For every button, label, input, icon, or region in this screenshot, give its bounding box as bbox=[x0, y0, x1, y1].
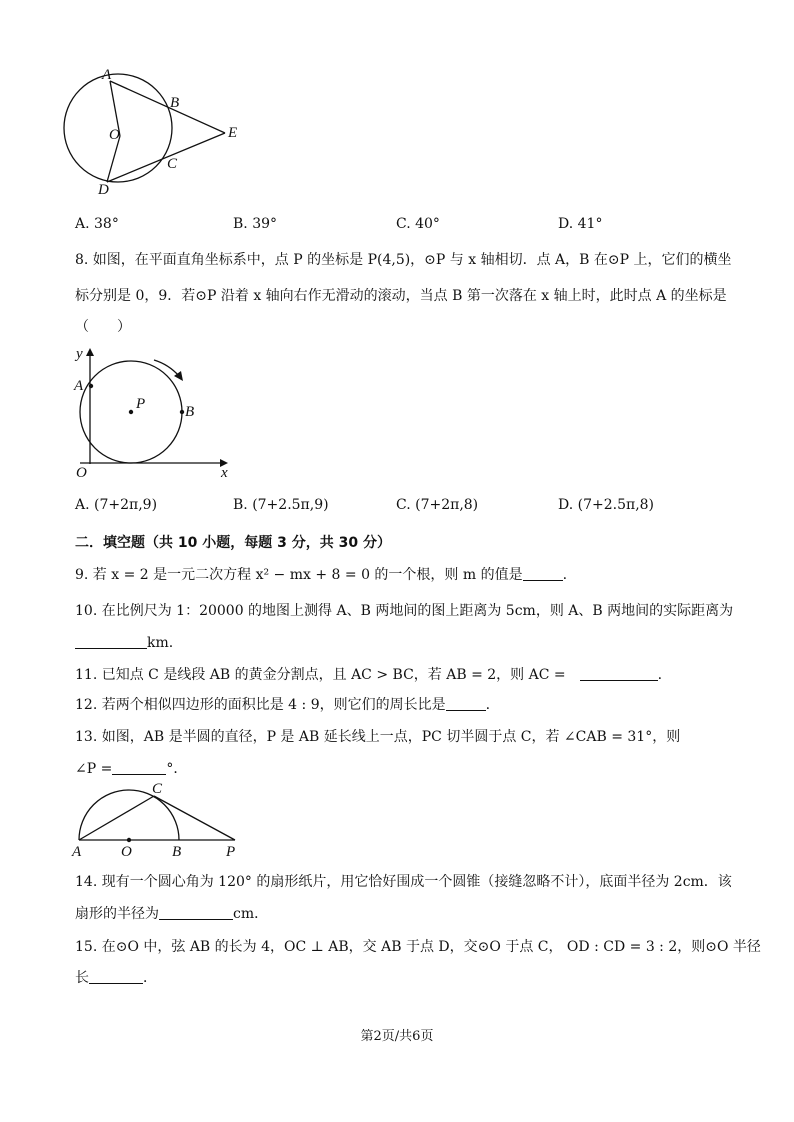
segment-ae bbox=[110, 81, 225, 133]
q13-line-1: 13. 如图，AB 是半圆的直径，P 是 AB 延长线上一点，PC 切半圆于点 C，若 ∠CAB = 31°，则 bbox=[75, 729, 681, 745]
point-a bbox=[89, 384, 93, 388]
q12-text: 12. 若两个相似四边形的面积比是 4 : 9，则它们的周长比是 bbox=[75, 697, 446, 713]
q9-line bbox=[75, 565, 567, 585]
q13-answer-blank bbox=[112, 760, 166, 775]
q13-tail: °． bbox=[166, 761, 188, 777]
q12-answer-blank bbox=[446, 696, 486, 711]
q7-option-d: D. 41° bbox=[558, 216, 603, 232]
label-c: C bbox=[167, 156, 178, 172]
figure-semicircle-tangent bbox=[65, 780, 255, 862]
q11-tail: . bbox=[657, 667, 663, 683]
q15-prefix: 长 bbox=[75, 970, 89, 986]
point-o bbox=[127, 838, 131, 842]
label-a: A bbox=[102, 67, 112, 83]
page-number-footer: 第2页/共6页 bbox=[360, 1029, 434, 1044]
q9-tail: . bbox=[562, 567, 568, 583]
q15-tail: ． bbox=[143, 970, 157, 986]
q14-prefix: 扇形的半径为 bbox=[75, 906, 159, 922]
label-o: O bbox=[121, 844, 132, 860]
q14-line-2 bbox=[75, 904, 268, 924]
label-b: B bbox=[185, 404, 195, 420]
q9-text: 9. 若 x = 2 是一元二次方程 x² − mx + 8 = 0 的一个根，则 m 的值是 bbox=[75, 567, 523, 583]
q8-option-d: D. (7+2.5π,8) bbox=[558, 497, 655, 513]
q7-option-c: C. 40° bbox=[396, 216, 440, 232]
q11-text: 11. 已知点 C 是线段 AB 的黄金分割点，且 AC > BC，若 AB = 2，则 AC = bbox=[75, 667, 566, 683]
q7-option-a: A. 38° bbox=[75, 216, 119, 232]
q10-line-2 bbox=[75, 633, 173, 653]
q12-line bbox=[75, 695, 490, 715]
q8-line-1: 8. 如图，在平面直角坐标系中，点 P 的坐标是 P(4,5)，⊙P 与 x 轴相切．点 A，B 在⊙P 上，它们的横坐 bbox=[75, 252, 732, 268]
segment-cp bbox=[154, 796, 235, 840]
section-heading-fill-in: 二．填空题（共 10 小题，每题 3 分，共 30 分） bbox=[75, 535, 391, 551]
label-e: E bbox=[228, 125, 238, 141]
q10-line-1: 10. 在比例尺为 1：20000 的地图上测得 A、B 两地间的图上距离为 5cm，则 A、B 两地间的实际距离为 bbox=[75, 603, 734, 619]
q9-answer-blank bbox=[523, 566, 563, 581]
y-axis-arrow bbox=[86, 348, 94, 356]
label-y: y bbox=[76, 346, 83, 362]
q14-tail: cm． bbox=[233, 906, 269, 922]
q8-option-a: A. (7+2π,9) bbox=[75, 497, 158, 513]
q13-line-2 bbox=[75, 759, 187, 779]
label-o: O bbox=[109, 127, 120, 143]
segment-ac bbox=[79, 796, 154, 840]
label-o: O bbox=[76, 465, 87, 481]
label-a: A bbox=[72, 844, 82, 860]
figure-rolling-circle bbox=[60, 340, 250, 480]
segment-de bbox=[107, 133, 225, 182]
q14-line-1: 14. 现有一个圆心角为 120° 的扇形纸片，用它恰好围成一个圆锥（接缝忽略不计），底面半径为 2cm．该 bbox=[75, 874, 732, 890]
label-d: D bbox=[98, 182, 109, 198]
label-p: P bbox=[226, 844, 236, 860]
q8-option-c: C. (7+2π,8) bbox=[396, 497, 479, 513]
label-x: x bbox=[221, 465, 228, 481]
label-b: B bbox=[170, 95, 180, 111]
q12-tail: . bbox=[485, 697, 491, 713]
figure-circle-tangent-point-e bbox=[60, 65, 260, 200]
label-a: A bbox=[74, 378, 84, 394]
label-b: B bbox=[172, 844, 182, 860]
q7-option-b: B. 39° bbox=[233, 216, 278, 232]
label-c: C bbox=[152, 781, 163, 797]
q11-line bbox=[75, 665, 662, 685]
q15-answer-blank bbox=[89, 969, 143, 984]
label-p: P bbox=[136, 396, 146, 412]
q14-answer-blank bbox=[159, 905, 233, 920]
q15-line-2 bbox=[75, 968, 157, 988]
q11-answer-blank bbox=[580, 666, 658, 681]
point-b bbox=[180, 410, 184, 414]
q8-line-3: （ ） bbox=[75, 319, 131, 335]
point-p bbox=[129, 410, 133, 414]
q13-prefix: ∠P = bbox=[75, 761, 113, 777]
q10-tail: km. bbox=[147, 635, 174, 651]
semicircle-ab bbox=[79, 790, 179, 840]
q15-line-1: 15. 在⊙O 中，弦 AB 的长为 4，OC ⊥ AB，交 AB 于点 D，交⊙O 于点 C， OD : CD = 3 : 2，则⊙O 半径 bbox=[75, 939, 761, 955]
q8-line-2: 标分别是 0，9．若⊙P 沿着 x 轴向右作无滑动的滚动，当点 B 第一次落在 x 轴上时，此时点 A 的坐标是 bbox=[75, 288, 727, 304]
q10-answer-blank bbox=[75, 634, 147, 649]
q8-option-b: B. (7+2.5π,9) bbox=[233, 497, 329, 513]
